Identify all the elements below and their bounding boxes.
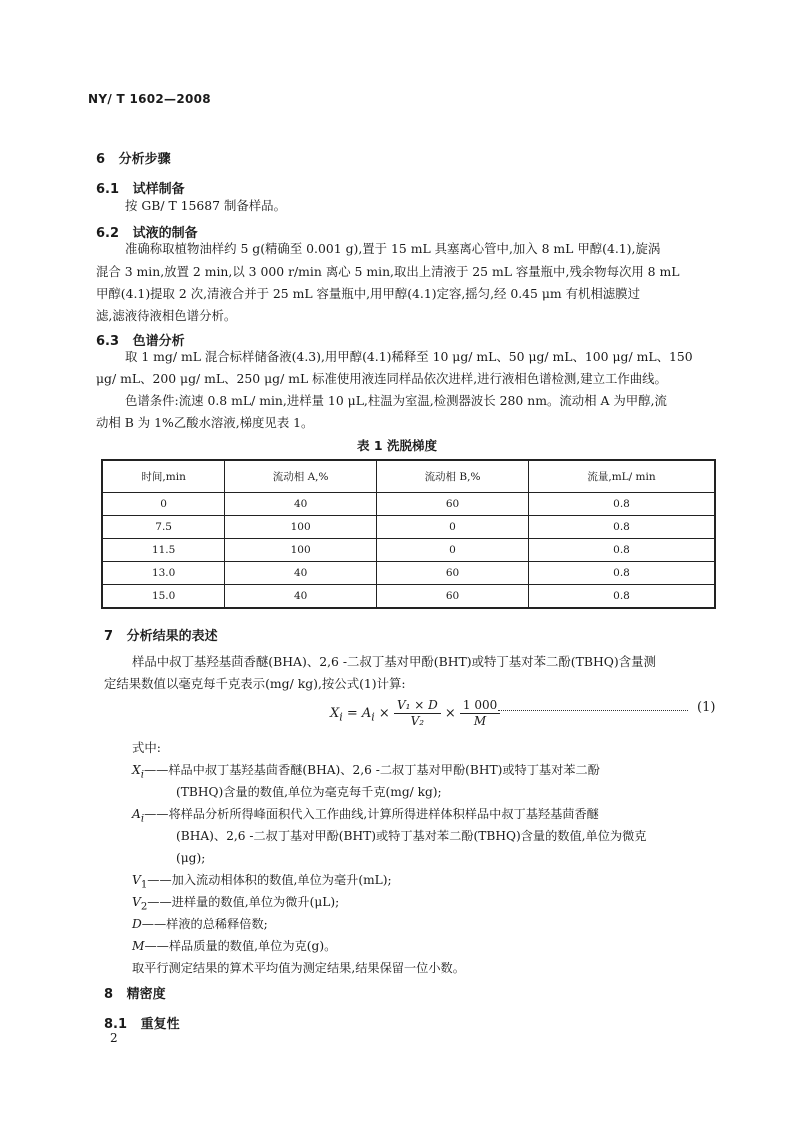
- closing-sentence: 取平行测定结果的算术平均值为测定结果,结果保留一位小数。: [132, 961, 465, 975]
- section-title: 重复性: [140, 1017, 180, 1032]
- definition-x-cont: (TBHQ)含量的数值,单位为毫克每千克(mg/ kg);: [176, 785, 442, 799]
- formula-subscript: i: [371, 710, 375, 724]
- definition-text: 样液的总稀释倍数;: [166, 917, 268, 931]
- where-label: 式中:: [132, 740, 161, 755]
- table-cell: 15.0: [102, 585, 225, 609]
- table-row: [102, 539, 715, 562]
- table-cell: 7.5: [102, 516, 225, 539]
- section-title: 分析结果的表述: [126, 629, 218, 644]
- page-number: 2: [110, 1031, 118, 1045]
- section-6-3-line-4: 动相 B 为 1%乙酸水溶液,梯度见表 1。: [96, 415, 314, 430]
- formula-subscript: i: [339, 710, 343, 724]
- formula-fraction: [460, 698, 500, 729]
- table-header-cell: 流动相 A,%: [225, 460, 377, 493]
- table-row: [102, 516, 715, 539]
- section-6-1-text: 按 GB/ T 15687 制备样品。: [125, 198, 286, 213]
- definition-dash: ——: [147, 895, 172, 909]
- section-6-2-line-4: 滤,滤液待液相色谱分析。: [96, 308, 237, 323]
- table-cell: 100: [225, 539, 377, 562]
- table-cell: 0.8: [529, 493, 715, 516]
- definition-text: 将样品分析所得峰面积代入工作曲线,计算所得进样体积样品中叔丁基羟基茴香醚: [168, 807, 599, 821]
- section-title: 试液的制备: [132, 226, 198, 241]
- section-8-1-heading: [104, 1013, 180, 1032]
- definition-m: [132, 935, 336, 958]
- table-header-cell: 时间,min: [102, 460, 225, 493]
- formula-denominator: V₂: [410, 714, 425, 728]
- table-cell: 0.8: [529, 539, 715, 562]
- definition-symbol: V: [132, 873, 141, 887]
- formula-operator: =: [342, 706, 362, 721]
- section-6-3-line-2: μg/ mL、200 μg/ mL、250 μg/ mL 标准使用液连同样品依次进样,进行液相色谱检测,建立工作曲线。: [96, 371, 667, 386]
- formula-numerator: V₁ × D: [394, 698, 441, 714]
- section-title: 试样制备: [132, 182, 185, 197]
- formula-number: (1): [697, 700, 716, 715]
- section-8-heading: [104, 983, 166, 1002]
- formula-1: [330, 698, 500, 729]
- elution-gradient-table: [101, 459, 716, 609]
- definition-symbol: M: [132, 939, 145, 953]
- definition-a-cont-2: (μg);: [176, 851, 206, 865]
- table-cell: 40: [225, 562, 377, 585]
- table-cell: 60: [376, 562, 528, 585]
- section-6-3-line-3: 色谱条件:流速 0.8 mL/ min,进样量 10 μL,柱温为室温,检测器波长 280 nm。流动相 A 为甲醇,流: [125, 393, 667, 408]
- section-number: 8: [104, 987, 114, 1002]
- table-header-cell: 流动相 B,%: [376, 460, 528, 493]
- section-6-2-line-1: 准确称取植物油样约 5 g(精确至 0.001 g),置于 15 mL 具塞离心管中,加入 8 mL 甲醇(4.1),旋涡: [125, 241, 661, 256]
- section-6-heading: [96, 148, 171, 167]
- formula-leader-dots: [498, 710, 688, 711]
- table-cell: 40: [225, 585, 377, 609]
- section-number: 7: [104, 629, 114, 644]
- table-cell: 100: [225, 516, 377, 539]
- section-6-3-line-1: 取 1 mg/ mL 混合标样储备液(4.3),用甲醇(4.1)稀释至 10 μg/ mL、50 μg/ mL、100 μg/ mL、150: [125, 349, 693, 364]
- section-7-heading: [104, 625, 218, 644]
- definition-text: 样品中叔丁基羟基茴香醚(BHA)、2,6 -二叔丁基对甲酚(BHT)或特丁基对苯二酚: [168, 763, 600, 777]
- definition-symbol: A: [132, 807, 141, 821]
- definition-dash: ——: [144, 807, 169, 821]
- table-cell: 40: [225, 493, 377, 516]
- definition-symbol: D: [132, 917, 142, 931]
- section-title: 分析步骤: [118, 152, 171, 167]
- section-number: 6.3: [96, 334, 120, 349]
- section-7-line-2: 定结果数值以毫克每千克表示(mg/ kg),按公式(1)计算:: [104, 676, 406, 691]
- table-cell: 60: [376, 493, 528, 516]
- formula-operator: ×: [374, 706, 394, 721]
- table-header-cell: 流量,mL/ min: [529, 460, 715, 493]
- formula-symbol: A: [361, 706, 372, 721]
- table-caption: 表 1 洗脱梯度: [357, 438, 437, 453]
- table-cell: 0.8: [529, 562, 715, 585]
- table-cell: 11.5: [102, 539, 225, 562]
- section-6-2-line-2: 混合 3 min,放置 2 min,以 3 000 r/min 离心 5 min,取出上清液于 25 mL 容量瓶中,残余物每次用 8 mL: [96, 264, 680, 279]
- table-cell: 0.8: [529, 516, 715, 539]
- table-row: [102, 493, 715, 516]
- definition-dash: ——: [144, 939, 169, 953]
- table-header-row: [102, 460, 715, 493]
- definition-subscript: i: [140, 813, 145, 825]
- table-cell: 0: [376, 539, 528, 562]
- section-number: 6.2: [96, 226, 120, 241]
- definition-subscript: i: [140, 769, 144, 781]
- section-number: 6: [96, 152, 106, 167]
- table-cell: 60: [376, 585, 528, 609]
- formula-symbol: X: [330, 706, 340, 721]
- section-title: 色谱分析: [132, 334, 185, 349]
- table-cell: 0: [102, 493, 225, 516]
- definition-subscript: 1: [140, 879, 148, 891]
- definition-symbol: X: [132, 763, 141, 777]
- table-row: [102, 562, 715, 585]
- table-row: [102, 585, 715, 609]
- definition-dash: ——: [141, 917, 167, 931]
- definition-text: 加入流动相体积的数值,单位为毫升(mL);: [171, 873, 392, 887]
- section-number: 8.1: [104, 1017, 128, 1032]
- formula-denominator: M: [473, 714, 487, 728]
- definition-a-cont-1: (BHA)、2,6 -二叔丁基对甲酚(BHT)或特丁基对苯二酚(TBHQ)含量的数值,单位为微克: [176, 829, 647, 843]
- formula-operator: ×: [440, 706, 460, 721]
- standard-number: NY/ T 1602—2008: [88, 92, 211, 106]
- definition-symbol: V: [132, 895, 141, 909]
- table-cell: 13.0: [102, 562, 225, 585]
- section-number: 6.1: [96, 182, 120, 197]
- definition-subscript: 2: [140, 901, 148, 913]
- formula-fraction: [394, 698, 441, 729]
- definition-text: 进样量的数值,单位为微升(μL);: [171, 895, 340, 909]
- table-cell: 0.8: [529, 585, 715, 609]
- section-7-line-1: 样品中叔丁基羟基茴香醚(BHA)、2,6 -二叔丁基对甲酚(BHT)或特丁基对苯二酚(TBHQ)含量测: [132, 654, 656, 669]
- definition-text: 样品质量的数值,单位为克(g)。: [168, 939, 337, 953]
- table-cell: 0: [376, 516, 528, 539]
- section-6-2-line-3: 甲醇(4.1)提取 2 次,清液合并于 25 mL 容量瓶中,用甲醇(4.1)定容,摇匀,经 0.45 μm 有机相滤膜过: [96, 286, 640, 301]
- definition-dash: ——: [147, 873, 172, 887]
- definition-d: [132, 913, 268, 936]
- section-title: 精密度: [126, 987, 166, 1002]
- formula-numerator: 1 000: [460, 698, 500, 714]
- definition-dash: ——: [143, 763, 169, 777]
